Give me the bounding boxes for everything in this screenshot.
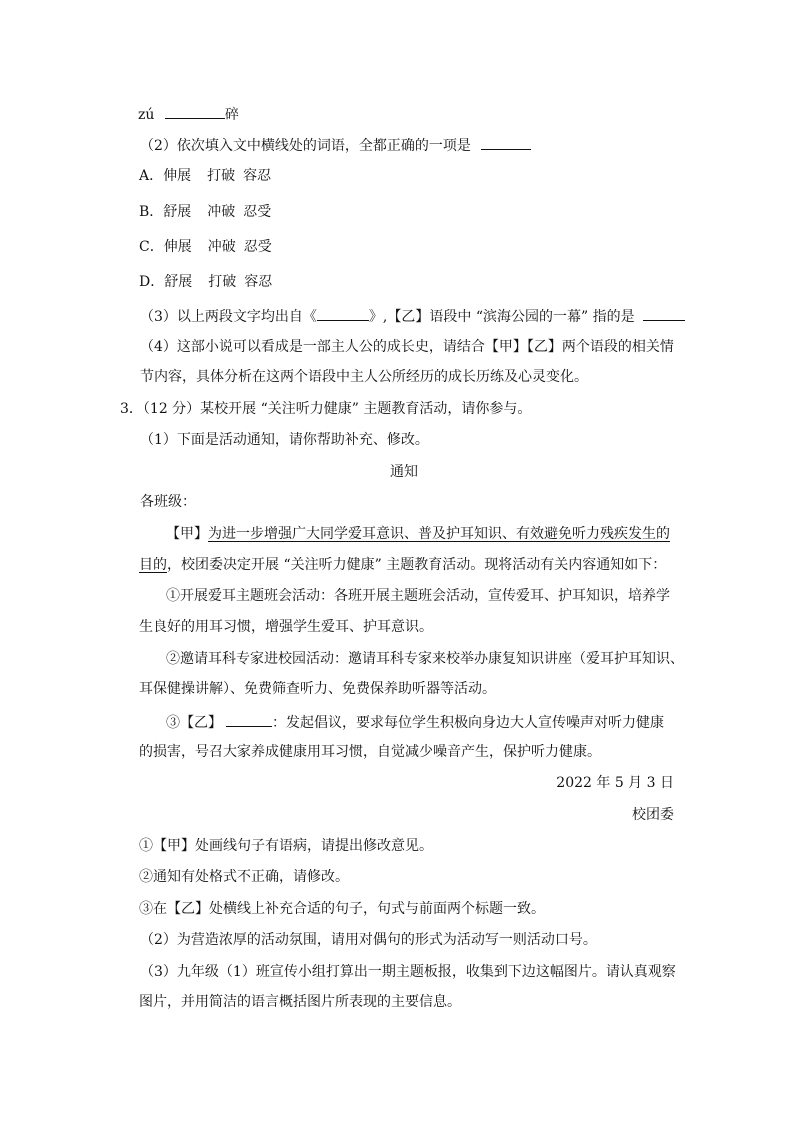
pinyin-line [138, 103, 239, 125]
option-d[interactable]: D．舒展 打破 容忍 [139, 274, 273, 290]
q2-part2 [140, 134, 531, 156]
q3-part2: （2）为营造浓厚的活动氛围，请用对偶句的形式为活动写一则活动口号。 [140, 932, 597, 948]
notice-salutation: 各班级： [140, 494, 196, 510]
answer-blank[interactable] [643, 305, 685, 321]
pinyin: zú [138, 107, 155, 123]
answer-blank[interactable] [165, 103, 225, 119]
q3-sub1: ①【甲】处画线句子有语病，请提出修改意见。 [139, 838, 433, 854]
notice-date: 2022 年 5 月 3 日 [556, 775, 674, 791]
jia-tag: 【甲】 [166, 526, 208, 542]
q3-part3-line2: 图片，并用简洁的语言概括图片所表现的主要信息。 [139, 994, 461, 1010]
yi-blank[interactable] [226, 711, 272, 727]
pinyin-suffix: 碎 [224, 107, 239, 123]
notice-signer: 校团委 [632, 807, 674, 823]
book-title-blank[interactable] [317, 305, 369, 321]
q2-part4-line1: （4）这部小说可以看成是一部主人公的成长史，请结合【甲】【乙】两个语段的相关情 [140, 339, 674, 355]
notice-item2-line1: ②邀请耳科专家进校园活动：邀请耳科专家来校举办康复知识讲座（爱耳护耳知识、 [166, 651, 684, 667]
notice-title: 通知 [390, 464, 418, 480]
q2-part4-line2: 节内容，具体分析在这两个语段中主人公所经历的成长历练及心灵变化。 [140, 369, 588, 385]
q2-part3: （3）以上两段文字均出自《 》,【乙】语段中 “滨海公园的一幕” 指的是 [140, 305, 685, 327]
option-a[interactable]: A．伸展 打破 容忍 [139, 168, 272, 184]
notice-item1-line2: 生良好的用耳习惯，增强学生爱耳、护耳意识。 [139, 619, 433, 635]
option-b[interactable]: B．舒展 冲破 忍受 [139, 204, 272, 220]
q3-part3-line1: （3）九年级（1）班宣传小组打算出一期主题板报，收集到下边这幅图片。请认真观察 [140, 964, 676, 980]
answer-blank[interactable] [481, 134, 531, 150]
jia-underlined-end: 目的 [139, 557, 167, 573]
q3-sub2: ②通知有处格式不正确，请修改。 [139, 869, 349, 885]
notice-jia-line1 [166, 524, 670, 544]
jia-underlined-sentence: 为进一步增强广大同学爱耳意识、普及护耳知识、有效避免听力残疾发生的 [208, 526, 670, 542]
q3-part1: （1）下面是活动通知，请你帮助补充、修改。 [140, 432, 429, 448]
notice-item3-line2: 的损害，号召大家养成健康用耳习惯，自觉减少噪音产生，保护听力健康。 [139, 744, 601, 760]
notice-jia-line2: 目的，校团委决定开展 “关注听力健康” 主题教育活动。现将活动有关内容通知如下： [139, 557, 667, 573]
option-c[interactable]: C．伸展 冲破 忍受 [139, 239, 272, 255]
notice-item2-line2: 耳保健操讲解）、免费筛查听力、免费保养助听器等活动。 [139, 681, 496, 697]
notice-item3-line1: ③【乙】 ：发起倡议，要求每位学生积极向身边大人宣传噪声对听力健康 [166, 711, 664, 733]
notice-item1-line1: ①开展爱耳主题班会活动：各班开展主题班会活动，宣传爱耳、护耳知识，培养学 [166, 588, 670, 604]
q2-part2-text: （2）依次填入文中横线处的词语，全都正确的一项是 [140, 138, 471, 154]
q3-sub3: ③在【乙】处横线上补充合适的句子，句式与前面两个标题一致。 [139, 901, 545, 917]
q3-header: 3．（12 分）某校开展 “关注听力健康” 主题教育活动，请你参与。 [120, 401, 532, 417]
